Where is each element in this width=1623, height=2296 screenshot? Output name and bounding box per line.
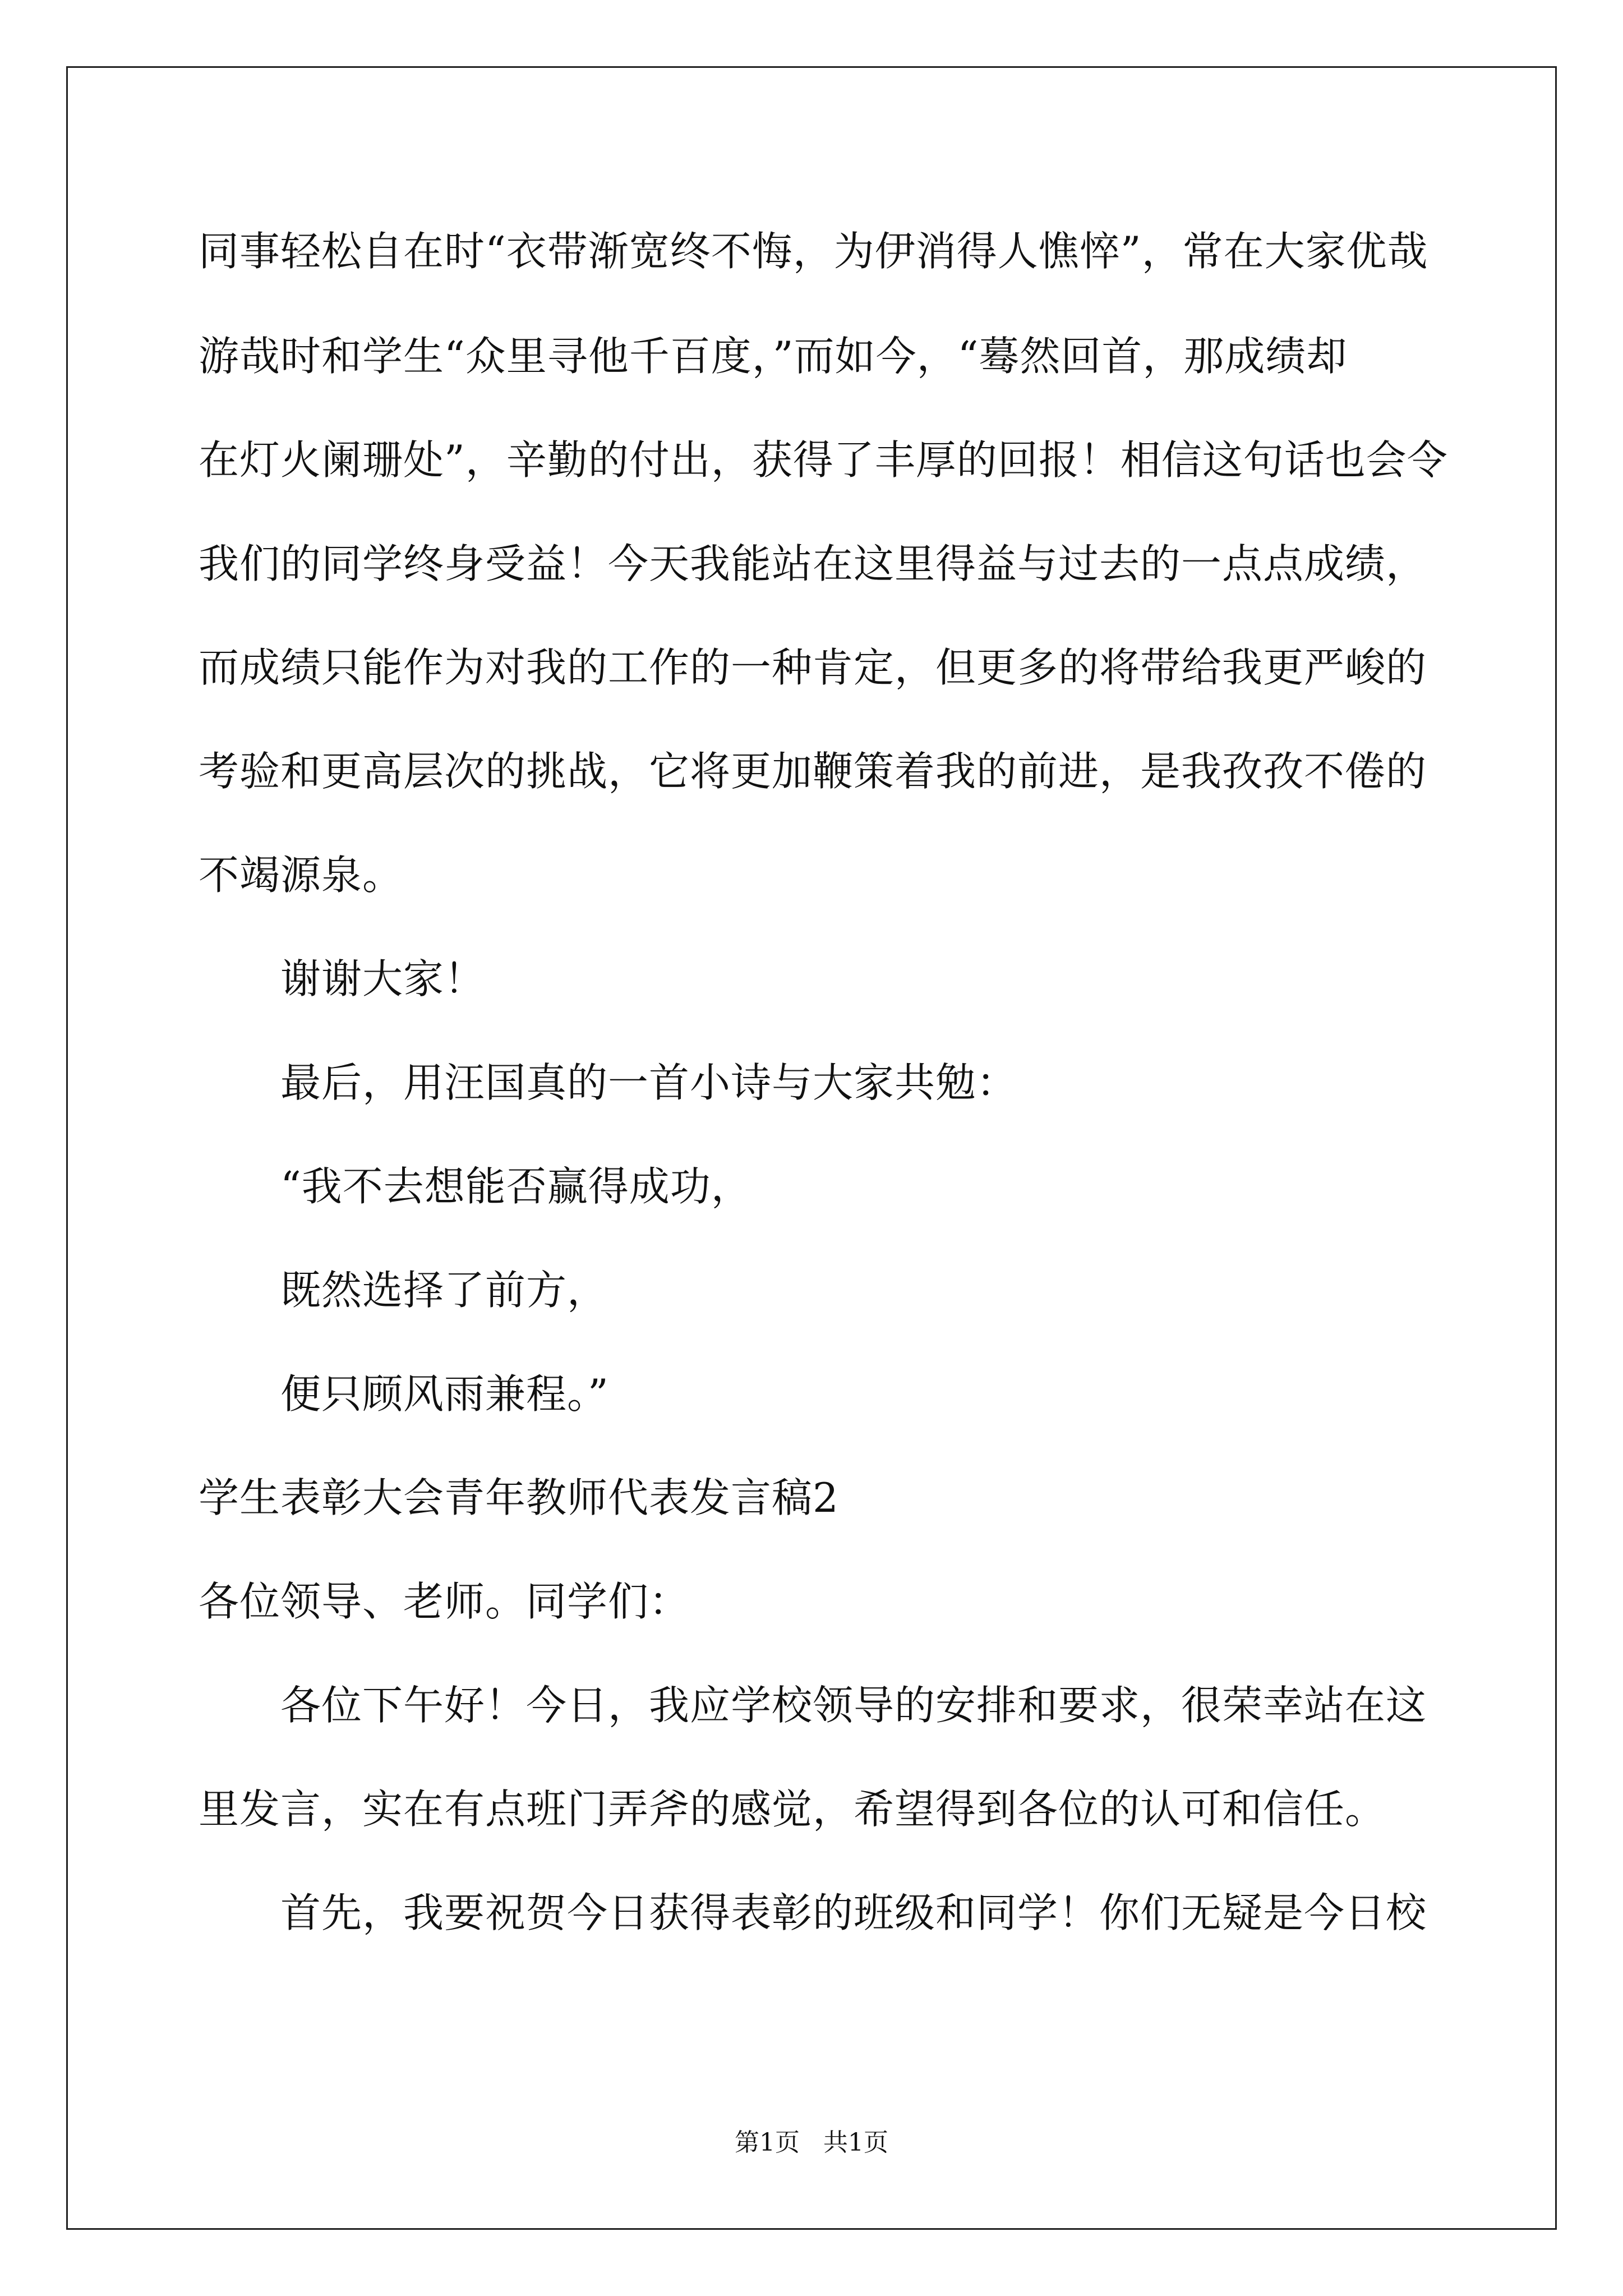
- paragraph-line: 我们的同学终身受益！今天我能站在这里得益与过去的一点点成绩，: [199, 540, 1427, 587]
- paragraph-line: 而成绩只能作为对我的工作的一种肯定，但更多的将带给我更严峻的: [199, 644, 1427, 691]
- paragraph-line: 最后，用汪国真的一首小诗与大家共勉：: [280, 1059, 1018, 1106]
- poem-line: 便只顾风雨兼程。”: [280, 1370, 609, 1418]
- page-footer: [0, 2126, 1623, 2160]
- paragraph-line: 不竭源泉。: [199, 852, 404, 899]
- poem-line: “我不去想能否赢得成功，: [280, 1163, 752, 1210]
- paragraph-line: 谢谢大家！: [280, 955, 486, 1002]
- salutation: 各位领导、老师。同学们：: [199, 1578, 690, 1625]
- poem-line: 既然选择了前方，: [280, 1267, 608, 1314]
- paragraph-line: 游哉时和学生“众里寻他千百度，”而如今，“蓦然回首，那成绩却: [199, 333, 1348, 380]
- paragraph-line: 考验和更高层次的挑战，它将更加鞭策着我的前进，是我孜孜不倦的: [199, 748, 1427, 795]
- page-number: 第1页: [735, 2128, 800, 2157]
- paragraph-line: 各位下午好！今日，我应学校领导的安排和要求，很荣幸站在这: [280, 1682, 1427, 1729]
- paragraph-line: 在灯火阑珊处”，辛勤的付出，获得了丰厚的回报！相信这句话也会令: [199, 436, 1448, 484]
- paragraph-line: 里发言，实在有点班门弄斧的感觉，希望得到各位的认可和信任。: [199, 1786, 1386, 1833]
- paragraph-line: 首先，我要祝贺今日获得表彰的班级和同学！你们无疑是今日校: [280, 1889, 1427, 1936]
- section-heading: 学生表彰大会青年教师代表发言稿2: [199, 1474, 839, 1521]
- page-total: 共1页: [823, 2128, 888, 2157]
- paragraph-line: 同事轻松自在时“衣带渐宽终不悔，为伊消得人憔悴”，常在大家优哉: [199, 228, 1428, 275]
